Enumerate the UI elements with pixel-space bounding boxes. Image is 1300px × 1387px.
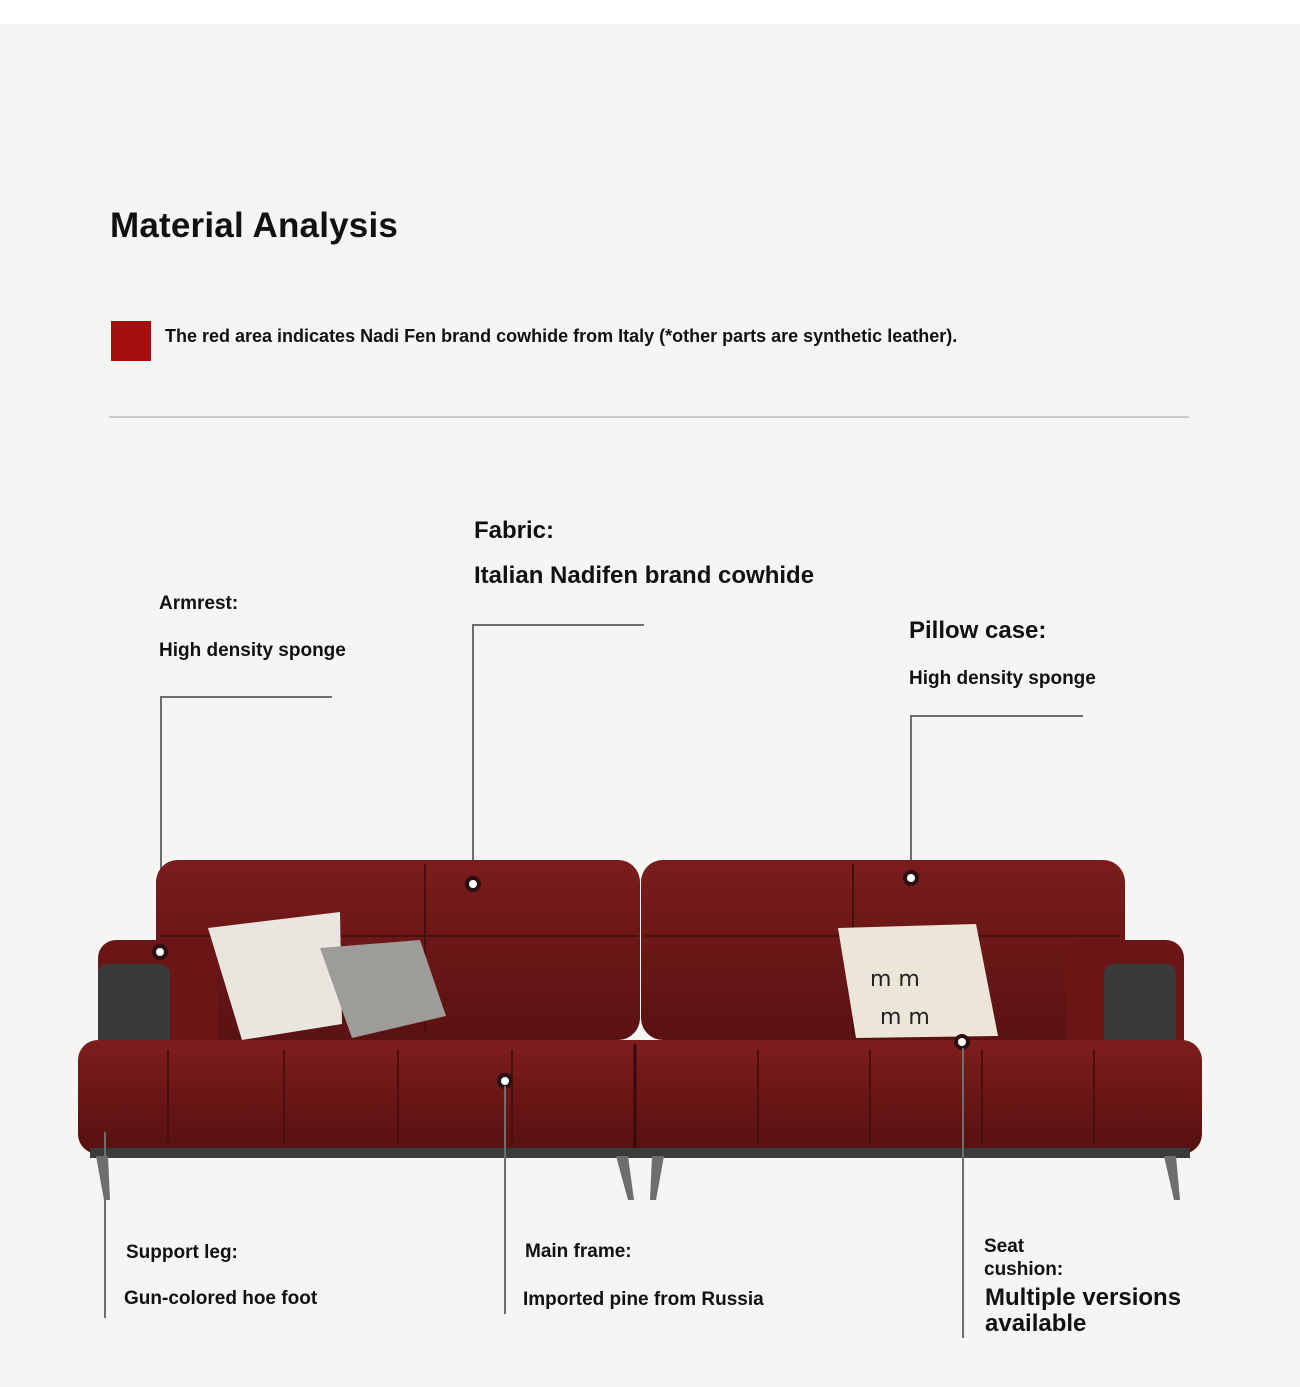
seat-cushion-title-2: cushion: [984, 1259, 1064, 1280]
main-frame-title: Main frame: [525, 1241, 632, 1262]
marker-dot-pillow [903, 870, 919, 886]
support-leg-center-right [650, 1156, 664, 1200]
seat-leader [962, 1048, 964, 1338]
fabric-title: Fabric: [474, 517, 555, 544]
support-leg-left [96, 1156, 110, 1200]
support-leg-title: Support leg: [126, 1242, 238, 1263]
pillow-leader-h [910, 715, 1083, 717]
page-title: Material Analysis [110, 206, 399, 245]
sofa-svg [70, 844, 1210, 1214]
marker-dot-fabric [465, 876, 481, 892]
legend-text: The red area indicates Nadi Fen brand cowhide from Italy (*other parts are synthetic leather). [165, 326, 958, 346]
svg-text:m m: m m [880, 1005, 930, 1030]
fabric-leader-v [472, 624, 474, 878]
seat-cushion-value-2: available [985, 1310, 1087, 1337]
material-analysis-page [0, 24, 1300, 1387]
main-frame-leader [504, 1086, 506, 1314]
seat-cushion-title-1: Seat [984, 1236, 1025, 1257]
support-leg-leader [104, 1132, 106, 1318]
sofa-illustration [70, 844, 1210, 1214]
armrest-value: High density sponge [159, 640, 346, 661]
fabric-leader-h [472, 624, 644, 626]
svg-text:m m: m m [870, 967, 920, 992]
divider [109, 416, 1189, 418]
fabric-value: Italian Nadifen brand cowhide [474, 562, 815, 589]
base-rail [90, 1148, 1190, 1158]
armrest-leader-h [160, 696, 332, 698]
support-leg-center-left [616, 1156, 634, 1200]
main-frame-value: Imported pine from Russia [523, 1289, 764, 1310]
support-leg-right [1164, 1156, 1180, 1200]
seat-base [78, 1040, 1202, 1154]
armrest-title: Armrest: [159, 593, 239, 614]
pillow-case-title: Pillow case: [909, 617, 1047, 644]
marker-dot-armrest [152, 944, 168, 960]
red-legend-swatch [111, 321, 151, 361]
seat-cushion-value-1: Multiple versions [985, 1284, 1182, 1311]
support-leg-value: Gun-colored hoe foot [124, 1288, 318, 1309]
pillow-case-value: High density sponge [909, 668, 1096, 689]
